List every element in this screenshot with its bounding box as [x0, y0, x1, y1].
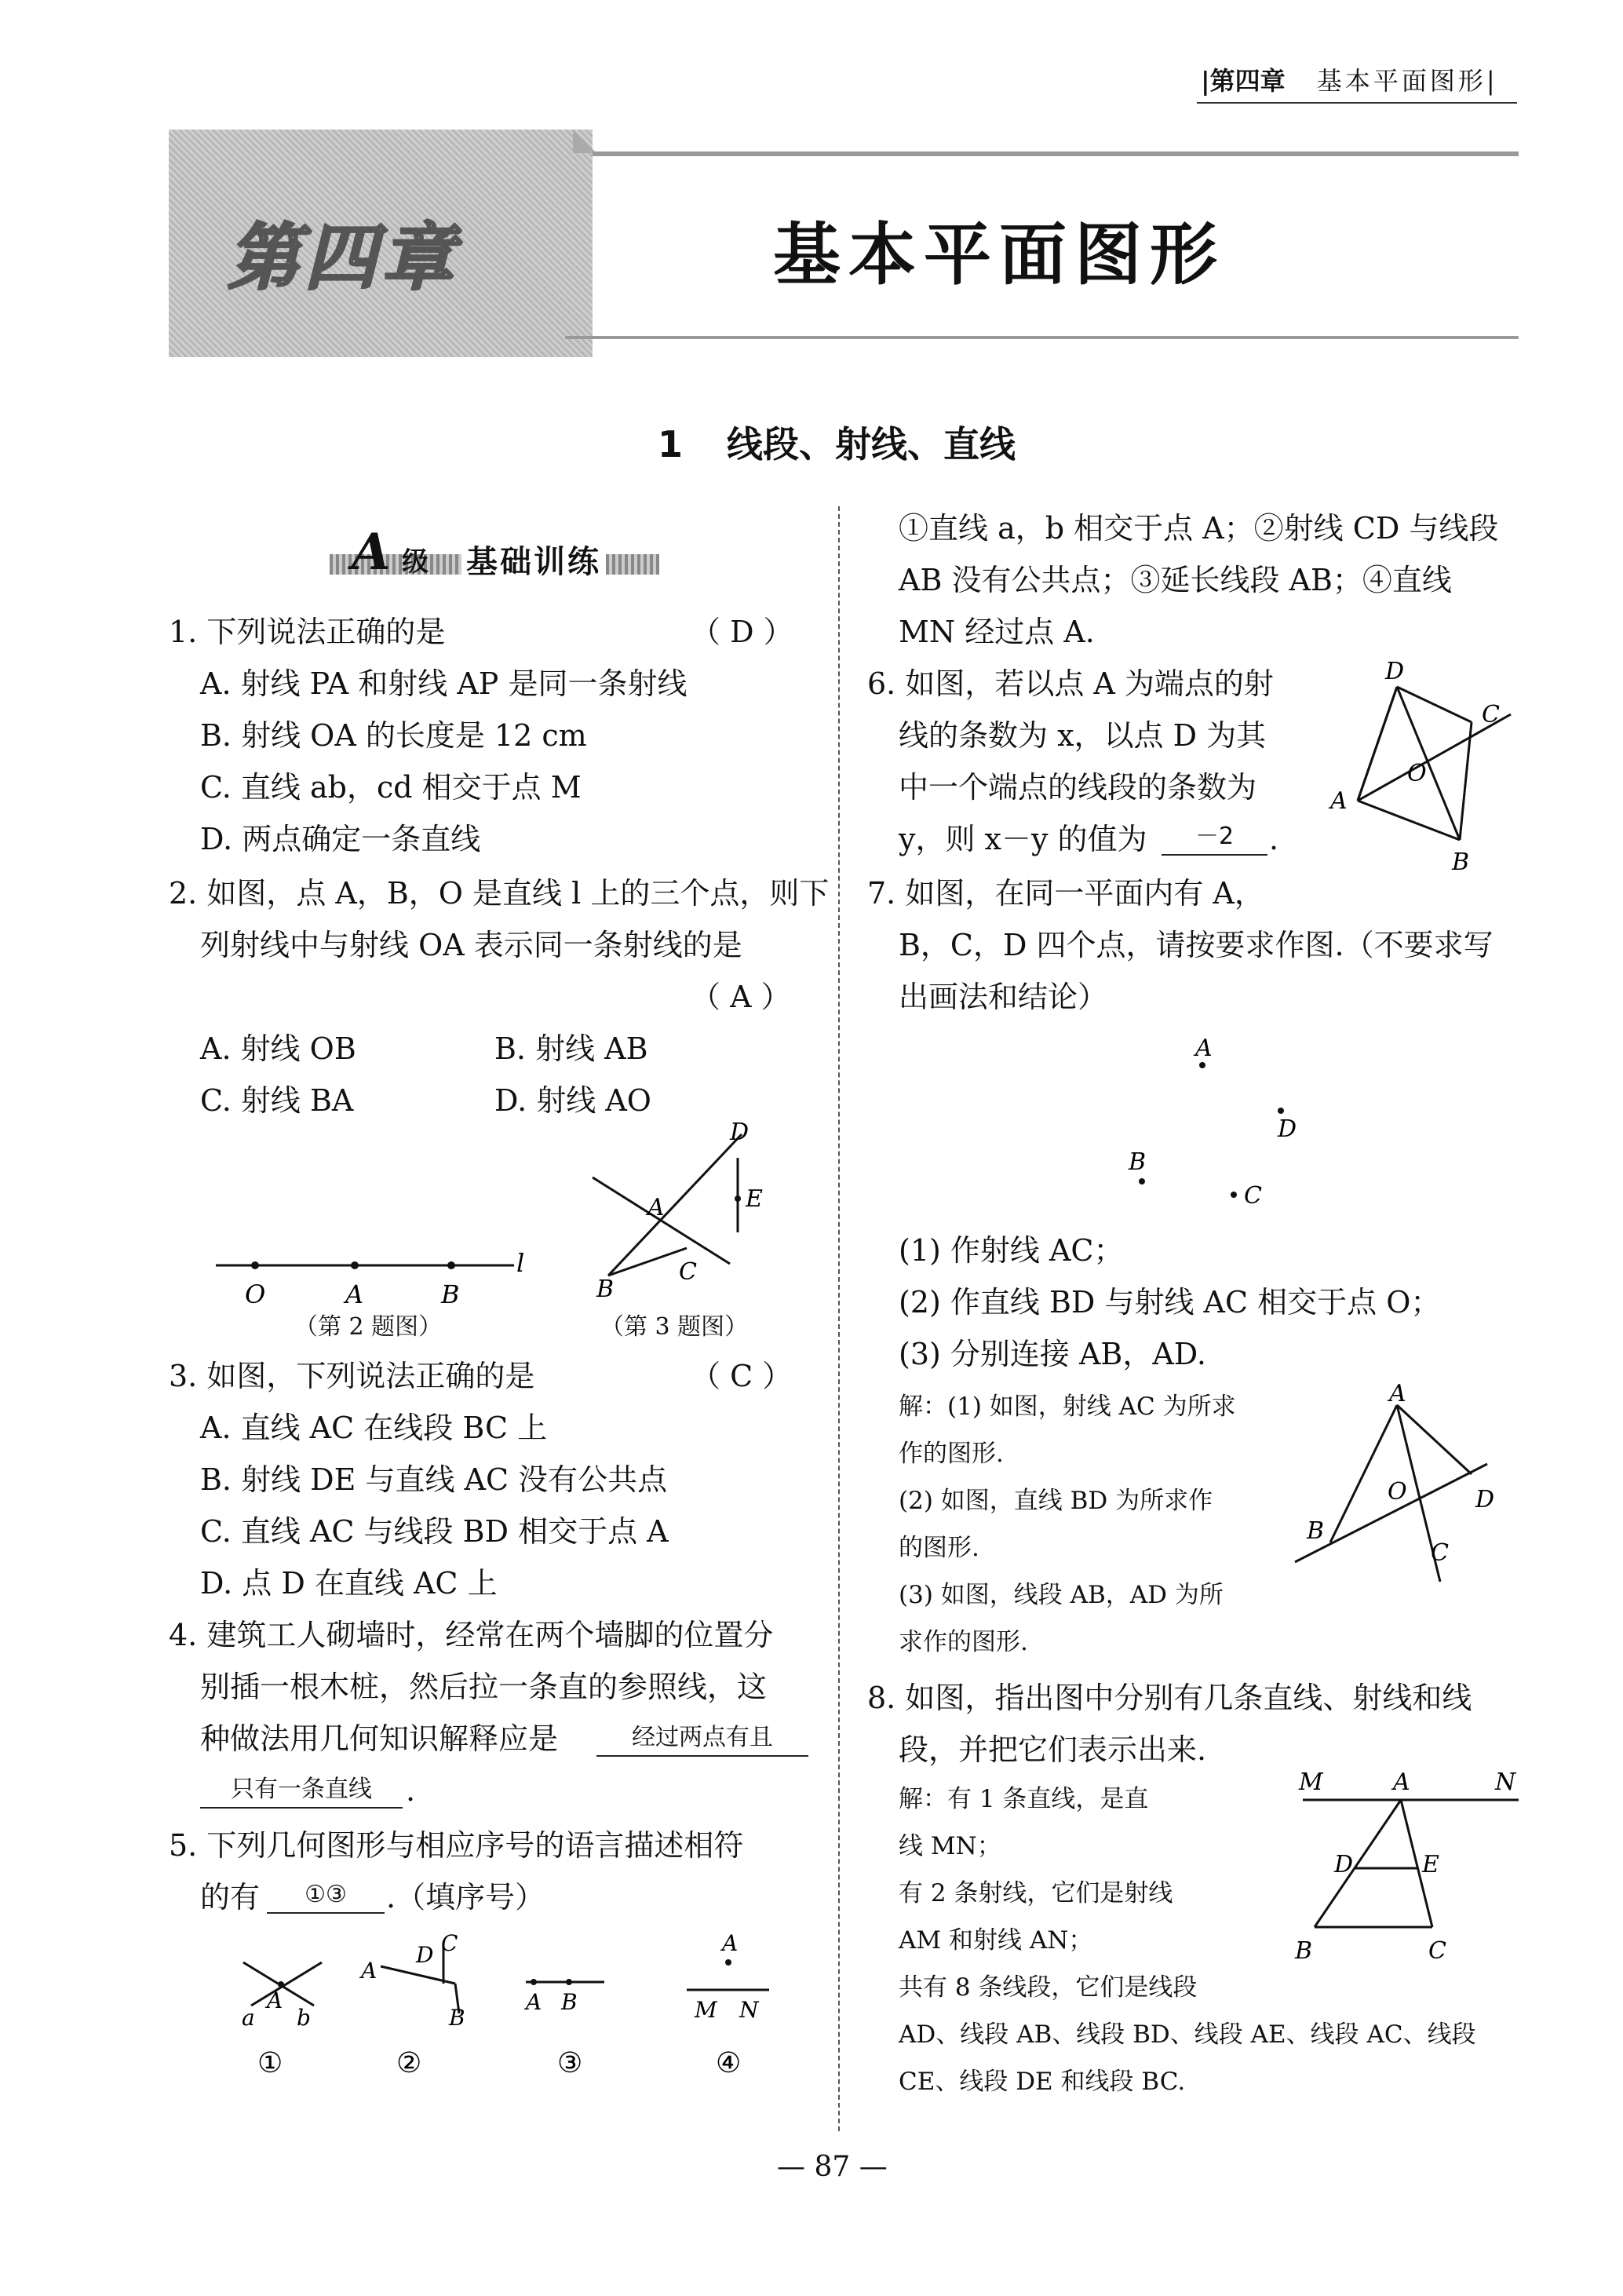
- q7-sol-label-o: O: [1388, 1478, 1407, 1506]
- q1-option-b: B. 射线 OA 的长度是 12 cm: [200, 718, 587, 753]
- q7-req2: (2) 作直线 BD 与射线 AC 相交于点 O；: [899, 1285, 1441, 1320]
- q5-f2-label-b: B: [449, 2005, 465, 2031]
- q7-point-b-label: B: [1129, 1148, 1147, 1176]
- q4-answer-part1: 经过两点有且: [596, 1721, 808, 1757]
- q6-line4: y，则 x－y 的值为: [899, 822, 1147, 856]
- q3-answer: （ C ）: [691, 1359, 793, 1393]
- banner-bottom-rule: [565, 336, 1519, 339]
- banner-chapter: 第四章: [228, 216, 459, 300]
- q5-fig-num-1: ①: [257, 2047, 283, 2079]
- q7-points-figure: [1099, 1020, 1334, 1225]
- q8-label-c: C: [1428, 1937, 1446, 1965]
- q8-segment-ab: [1315, 1800, 1401, 1927]
- q2-option-d: D. 射线 AO: [494, 1083, 651, 1118]
- q8-sol5: 共有 8 条线段，它们是线段: [899, 1973, 1198, 2002]
- section-title: [658, 416, 1016, 468]
- q8-sol7: CE、线段 DE 和线段 BC.: [899, 2068, 1186, 2096]
- q2-caption: （第 2 题图）: [294, 1313, 443, 1341]
- q5-f4-point-a: [725, 1959, 731, 1966]
- q5-fig-num-3: ③: [557, 2047, 583, 2079]
- q5-f4-label-m: M: [695, 1997, 717, 2023]
- q7-sol6: 求作的图形.: [899, 1628, 1028, 1656]
- q7-sol5: (3) 如图，线段 AB，AD 为所: [899, 1581, 1224, 1609]
- q2-stem-line2: 列射线中与射线 OA 表示同一条射线的是: [200, 928, 742, 962]
- q7-point-c: [1231, 1192, 1237, 1198]
- q4-line1: 4. 建筑工人砌墙时，经常在两个墙脚的位置分: [169, 1618, 774, 1652]
- q5-f2-label-c: C: [441, 1930, 458, 1956]
- q6-segment-da: [1358, 687, 1397, 801]
- q5-line2-start: 的有: [200, 1880, 261, 1915]
- q7-point-d-label: D: [1278, 1115, 1297, 1143]
- q8-label-d: D: [1334, 1851, 1354, 1878]
- q2-stem-line1: 2. 如图，点 A，B，O 是直线 l 上的三个点，则下: [169, 876, 830, 911]
- q3-option-d: D. 点 D 在直线 AC 上: [200, 1566, 498, 1601]
- q7-sol-label-d: D: [1475, 1486, 1495, 1513]
- q7-req3: (3) 分别连接 AB，AD.: [899, 1337, 1206, 1371]
- q2-point-b: [447, 1261, 455, 1269]
- q8-label-a: A: [1393, 1770, 1410, 1796]
- column-divider: [838, 506, 840, 2131]
- q6-figure: [1322, 652, 1526, 879]
- banner-fold: [573, 130, 596, 153]
- q1-answer: （ D ）: [691, 615, 793, 649]
- level-name: 基础训练: [461, 537, 606, 582]
- q2-label-l: l: [516, 1248, 525, 1278]
- q2-option-c: C. 射线 BA: [200, 1083, 354, 1118]
- q3-option-b: B. 射线 DE 与直线 AC 没有公共点: [200, 1462, 668, 1497]
- section-name: 线段、射线、直线: [727, 423, 1016, 465]
- q5-f1-label-a: A: [267, 1988, 283, 2013]
- q4-line2: 别插一根木桩，然后拉一条直的参照线，这: [200, 1670, 768, 1704]
- q8-line2: 段，并把它们表示出来.: [899, 1732, 1207, 1767]
- q8-label-e: E: [1422, 1851, 1439, 1878]
- q6-line1: 6. 如图，若以点 A 为端点的射: [867, 666, 1274, 701]
- q3-option-c: C. 直线 AC 与线段 BD 相交于点 A: [200, 1514, 669, 1549]
- q5-f3-label-b: B: [561, 1989, 578, 2015]
- q2-option-b: B. 射线 AB: [494, 1031, 648, 1066]
- q7-sol4: 的图形.: [899, 1534, 979, 1562]
- q7-sol-segment-ad: [1397, 1405, 1472, 1474]
- q5-fig-num-4: ④: [716, 2047, 742, 2079]
- q5-f1-point-a: [278, 1981, 284, 1988]
- q2-answer: （ A ）: [691, 980, 791, 1014]
- q3-label-e: E: [746, 1185, 763, 1213]
- q7-sol-label-c: C: [1431, 1539, 1449, 1567]
- q8-label-b: B: [1295, 1937, 1313, 1965]
- q6-segment-db: [1397, 687, 1460, 840]
- q3-caption: （第 3 题图）: [600, 1313, 749, 1341]
- q6-label-a: A: [1330, 787, 1348, 815]
- page-number: — 87 —: [777, 2151, 888, 2183]
- q7-point-a-label: A: [1195, 1035, 1213, 1062]
- q5-f3-point-a: [531, 1979, 537, 1985]
- banner-top-rule: [593, 151, 1519, 156]
- q5-f3-label-a: A: [526, 1989, 542, 2015]
- q5-f2-label-d: D: [416, 1942, 434, 1968]
- q7-solution-figure: [1283, 1382, 1511, 1601]
- q5-f3-point-b: [566, 1979, 572, 1985]
- q7-sol-segment-ab: [1330, 1405, 1397, 1542]
- q7-sol-label-a: A: [1389, 1382, 1406, 1407]
- q5-line2-end: .（填序号）: [386, 1880, 545, 1915]
- q7-point-c-label: C: [1244, 1182, 1262, 1210]
- header-topic: 基本平面图形: [1316, 66, 1486, 96]
- q1-stem: 1. 下列说法正确的是: [169, 615, 446, 649]
- q5-answer: ①③: [267, 1878, 385, 1914]
- q5-statements-line2: AB 没有公共点；③延长线段 AB；④直线: [899, 563, 1452, 597]
- q3-label-b: B: [596, 1276, 615, 1303]
- q2-point-a: [351, 1261, 359, 1269]
- q5-f1-label-line-a: a: [242, 2005, 255, 2031]
- q3-label-c: C: [679, 1258, 697, 1286]
- q5-f4-label-a: A: [722, 1930, 739, 1956]
- q8-sol6: AD、线段 AB、线段 BD、线段 AE、线段 AC、线段: [899, 2020, 1476, 2049]
- q8-label-n: N: [1495, 1770, 1516, 1796]
- q1-option-d: D. 两点确定一条直线: [200, 822, 481, 856]
- q7-line2: B，C，D 四个点，请按要求作图.（不要求写: [899, 928, 1494, 962]
- q5-figures: [235, 1927, 801, 2084]
- q6-segment-ab: [1358, 801, 1460, 840]
- q7-sol1: 解：(1) 如图，射线 AC 为所求: [899, 1393, 1236, 1421]
- q7-line1: 7. 如图，在同一平面内有 A，: [867, 876, 1264, 911]
- q7-line3: 出画法和结论）: [899, 980, 1108, 1014]
- chapter-title: 基本平面图形: [773, 216, 1225, 294]
- level-letter: A: [352, 523, 391, 582]
- q6-end: .: [1269, 822, 1279, 856]
- q7-point-b: [1139, 1178, 1145, 1185]
- header-chapter: 第四章: [1209, 66, 1286, 96]
- q6-label-c: C: [1482, 701, 1500, 728]
- q7-req1: (1) 作射线 AC；: [899, 1233, 1124, 1268]
- q7-point-a: [1199, 1062, 1205, 1068]
- q7-sol2: 作的图形.: [899, 1440, 1004, 1468]
- q8-line1: 8. 如图，指出图中分别有几条直线、射线和线: [867, 1681, 1472, 1715]
- q6-line2: 线的条数为 x，以点 D 为其: [899, 718, 1267, 753]
- q3-option-a: A. 直线 AC 在线段 BC 上: [200, 1411, 548, 1445]
- q3-segment-bd: [608, 1134, 742, 1276]
- q6-label-o: O: [1407, 760, 1427, 787]
- q8-sol4: AM 和射线 AN；: [899, 1926, 1093, 1955]
- q5-fig-num-2: ②: [396, 2047, 422, 2079]
- q3-point-e: [735, 1195, 741, 1202]
- q8-sol1: 解：有 1 条直线，是直: [899, 1785, 1149, 1813]
- q2-point-o: [251, 1261, 259, 1269]
- q2-option-a: A. 射线 OB: [200, 1031, 356, 1066]
- q6-answer: －2: [1162, 819, 1267, 856]
- header-rule: [1197, 102, 1517, 104]
- q7-sol3: (2) 如图，直线 BD 为所求作: [899, 1487, 1213, 1515]
- q3-label-a: A: [647, 1194, 665, 1221]
- level-ji: 级: [402, 546, 429, 578]
- q3-label-d: D: [730, 1122, 749, 1146]
- q5-line1: 5. 下列几何图形与相应序号的语言描述相符: [169, 1828, 744, 1863]
- q5-statements-line1: ①直线 a，b 相交于点 A；②射线 CD 与线段: [899, 511, 1499, 546]
- q4-answer-part2: 只有一条直线: [200, 1772, 403, 1809]
- q4-line3: 种做法用几何知识解释应是: [200, 1721, 559, 1756]
- q3-figure: [585, 1122, 789, 1303]
- q2-label-o: O: [245, 1279, 266, 1309]
- q2-figure: [212, 1248, 542, 1311]
- q8-label-m: M: [1299, 1770, 1323, 1796]
- q8-sol3: 有 2 条射线，它们是射线: [899, 1879, 1173, 1907]
- q8-figure: [1287, 1770, 1523, 1982]
- q7-point-d: [1278, 1108, 1284, 1114]
- q8-sol2: 线 MN；: [899, 1832, 1001, 1860]
- q2-label-a: A: [345, 1279, 364, 1309]
- q5-statements-line3: MN 经过点 A.: [899, 615, 1095, 649]
- q1-option-c: C. 直线 ab，cd 相交于点 M: [200, 770, 582, 805]
- running-header: |第四章 基本平面图形|: [1201, 66, 1495, 96]
- section-number: 1: [658, 423, 684, 465]
- q6-line3: 中一个端点的线段的条数为: [899, 770, 1257, 805]
- q5-f2-label-a: A: [361, 1958, 377, 1984]
- q5-f4-label-n: N: [739, 1997, 759, 2023]
- q6-label-b: B: [1452, 849, 1470, 876]
- q5-f1-line-b: [251, 1962, 322, 2006]
- q1-option-a: A. 射线 PA 和射线 AP 是同一条射线: [200, 666, 687, 701]
- q4-end: .: [406, 1773, 416, 1808]
- q6-label-d: D: [1385, 658, 1405, 685]
- level-badge: [330, 523, 659, 587]
- q2-label-b: B: [441, 1279, 460, 1309]
- q5-f1-label-line-b: b: [297, 2005, 311, 2031]
- q7-sol-label-b: B: [1307, 1517, 1325, 1545]
- q3-stem: 3. 如图，下列说法正确的是: [169, 1359, 535, 1393]
